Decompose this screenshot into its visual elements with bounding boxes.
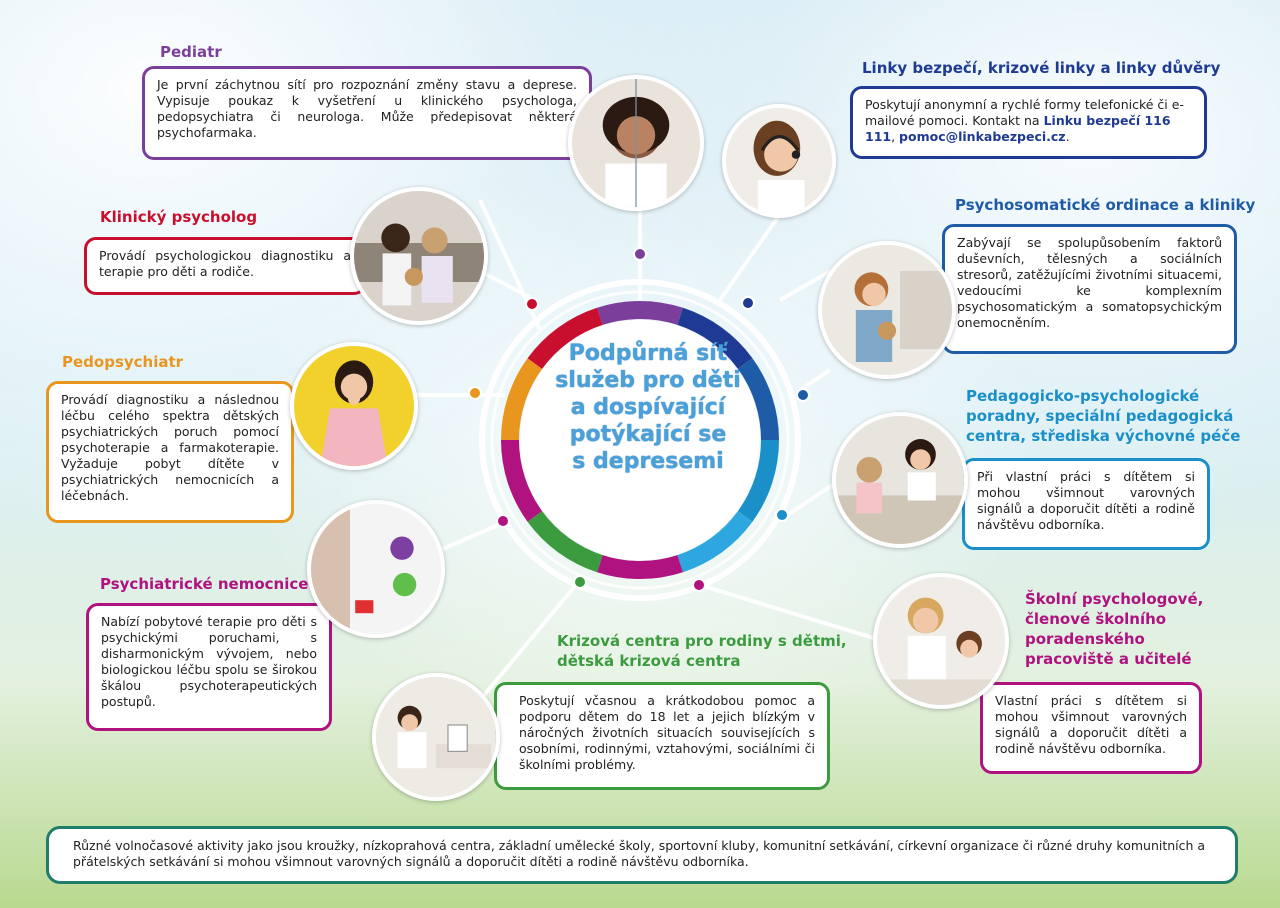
center-title-line: služeb pro děti <box>555 368 741 393</box>
photo-skolni <box>873 573 1009 709</box>
link-linka-bezpeci[interactable]: Linku bezpečí 116 111 <box>865 113 1171 144</box>
text-psychosomaticke: Zabývají se spolupůsobením faktorů duševních, tělesných a sociálních stresorů, zatěžujícími životními situacemi, vedoucími ke komplexním psychosomatickým a somatopsychickým onemocněním. <box>957 235 1222 330</box>
photo-pedopsychiatr <box>290 342 418 470</box>
connector-dot <box>573 575 587 589</box>
photo-krizova <box>372 673 500 801</box>
heading-klinicky: Klinický psycholog <box>100 208 258 226</box>
link-email[interactable]: pomoc@linkabezpeci.cz <box>899 129 1066 144</box>
box-klinicky <box>84 237 366 295</box>
center-title-line: s depresemi <box>572 449 724 474</box>
heading-linky: Linky bezpečí, krizové linky a linky důvěry <box>862 59 1221 77</box>
text-volnocasove-aktivity: Různé volnočasové aktivity jako jsou kroužky, nízkoprahová centra, základní umělecké školy, sportovní kluby, komunitní setkávání, církevní organizace či různé druhy komunitních a přátelských setkávání si mohou všimnout varovných signálů a doporučit dítěti a rodině návštěvu odborníka. <box>73 838 1206 869</box>
heading-krizova <box>557 631 847 671</box>
center-title-line: potýkající se <box>569 422 727 447</box>
center-title <box>528 340 768 475</box>
box-pediatr <box>142 66 592 160</box>
connector-dot <box>468 386 482 400</box>
text-pediatr: Je první záchytnou sítí pro rozpoznání změny stavu a deprese. Vypisuje poukaz k vyšetření u klinického psychologa, pedopsychiatra či neurologa. Může předepisovat některá psychofarmaka. <box>157 77 577 140</box>
connector-dot <box>692 578 706 592</box>
connector-dot <box>796 388 810 402</box>
text-pedopsychiatr: Provádí diagnostiku a následnou léčbu celého spektra dětských psychiatrických poruch pomocí psychoterapie a farmakoterapie. Vyžaduje pobyt dítěte v psychiatrických nemocnicích a léčebnách. <box>61 392 279 503</box>
photo-nemocnice <box>307 500 445 638</box>
heading-poradny <box>966 386 1240 446</box>
heading-pediatr: Pediatr <box>160 43 222 61</box>
box-pedopsychiatr <box>46 381 294 523</box>
photo-poradny <box>832 412 968 548</box>
connector-dot <box>775 508 789 522</box>
photo-psychosomaticke <box>818 241 956 379</box>
connector-dot <box>525 297 539 311</box>
heading-pedopsychiatr: Pedopsychiatr <box>62 353 184 371</box>
photo-linky <box>722 104 836 218</box>
photo-pediatr <box>568 75 704 211</box>
text-period: . <box>1065 129 1070 144</box>
box-krizova <box>494 682 830 790</box>
text-krizova: Poskytují včasnou a krátkodobou pomoc a podporu dětem do 18 let a jejich blízkým v náročných životních situacích souvisejících s osobními, rodinnými, vztahovými, sociálními či školními problémy. <box>519 693 815 772</box>
heading-skolni-line: členové školního <box>1025 610 1167 628</box>
box-nemocnice <box>86 603 332 731</box>
heading-skolni-line: pracoviště a učitelé <box>1025 650 1192 668</box>
text-skolni: Vlastní práci s dítětem si mohou všimnout varovných signálů a doporučit dítěti a rodině návštěvu odborníka. <box>995 693 1187 756</box>
heading-poradny-line: poradny, speciální pedagogická <box>966 407 1234 425</box>
photo-klinicky <box>350 187 488 325</box>
connector-dot <box>496 514 510 528</box>
connector-dot <box>633 247 647 261</box>
text-linky: Poskytují anonymní a rychlé formy telefonické či e-mailové pomoci. Kontakt na <box>865 97 1184 128</box>
heading-poradny-line: centra, střediska výchovné péče <box>966 427 1241 445</box>
box-psychosomaticke <box>942 224 1237 354</box>
center-title-line: Podpůrná síť <box>568 341 728 366</box>
center-title-line: a dospívající <box>570 395 726 420</box>
connector-line <box>800 370 830 390</box>
text-klinicky: Provádí psychologickou diagnostiku a terapie pro děti a rodiče. <box>99 248 351 279</box>
heading-skolni <box>1025 589 1203 669</box>
heading-skolni-line: poradenského <box>1025 630 1145 648</box>
heading-krizova-line: dětská krizová centra <box>557 652 741 670</box>
box-skolni <box>980 682 1202 774</box>
heading-nemocnice: Psychiatrické nemocnice <box>100 575 309 593</box>
box-linky <box>850 86 1207 159</box>
text-poradny: Při vlastní práci s dítětem si mohou všimnout varovných signálů a doporučit dítěti a rodině návštěvu odborníka. <box>977 469 1195 532</box>
box-poradny <box>962 458 1210 550</box>
heading-psychosomaticke: Psychosomatické ordinace a kliniky <box>955 196 1256 214</box>
heading-krizova-line: Krizová centra pro rodiny s dětmi, <box>557 632 847 650</box>
heading-skolni-line: Školní psychologové, <box>1025 590 1204 608</box>
box-volnocasove-aktivity <box>46 826 1238 884</box>
ring-segment <box>600 564 680 570</box>
ring-segment <box>600 310 680 316</box>
text-separator: , <box>891 129 900 144</box>
heading-poradny-line: Pedagogicko-psychologické <box>966 387 1200 405</box>
connector-dot <box>741 296 755 310</box>
text-nemocnice: Nabízí pobytové terapie pro děti s psychickými poruchami, s disharmonickým vývojem, nebo biologickou léčbu spolu se širokou škálou psychoterapeutických postupů. <box>101 614 317 709</box>
